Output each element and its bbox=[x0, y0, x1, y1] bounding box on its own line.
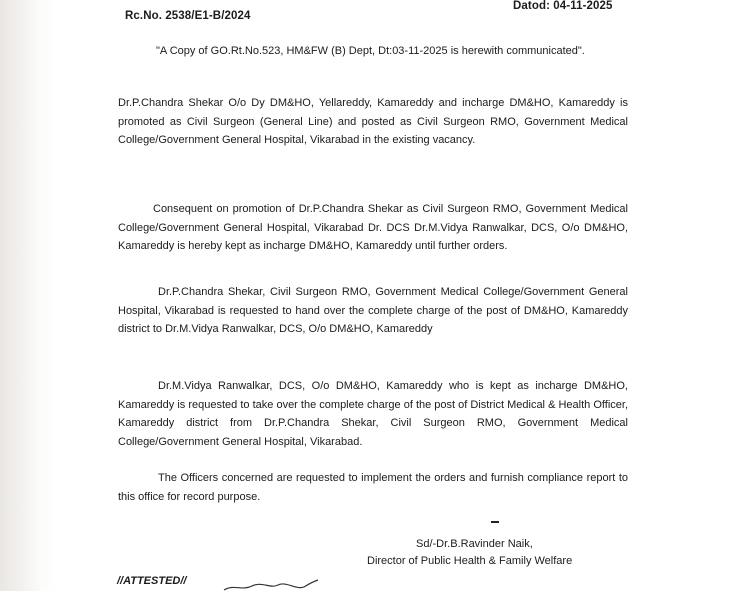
handwritten-signature-icon bbox=[220, 578, 330, 592]
signatory-name: Sd/-Dr.B.Ravinder Naik, bbox=[416, 538, 533, 550]
signatory-title: Director of Public Health & Family Welfare bbox=[367, 555, 573, 567]
paragraph-takeover: Dr.M.Vidya Ranwalkar, DCS, O/o DM&HO, Kamareddy who is kept as incharge DM&HO, Kamareddy is requested to take over the complete charge of the post of District Medical & Health Officer, Kamareddy district from Dr.P.Chandra Shekar, Civil Surgeon RMO, Government Medical College/Government General Hospital, Vikarabad. bbox=[118, 380, 628, 448]
paragraph-handover: Dr.P.Chandra Shekar, Civil Surgeon RMO, Government Medical College/Government General Hospital, Vikarabad is requested to hand over the complete charge of the post of DM&HO, Kamareddy district to Dr.M.Vidya Ranwalkar, DCS, O/o DM&HO, Kamareddy bbox=[118, 286, 628, 335]
paragraph-go-copy: "A Copy of GO.Rt.No.523, HM&FW (B) Dept, Dt:03-11-2025 is herewith communicated". bbox=[156, 45, 585, 57]
reference-number: Rc.No. 2538/E1-B/2024 bbox=[125, 10, 251, 22]
document-date: Datod: 04-11-2025 bbox=[513, 0, 613, 12]
signature-mark bbox=[491, 521, 499, 523]
attested-label: //ATTESTED// bbox=[117, 575, 187, 587]
paragraph-promotion: Dr.P.Chandra Shekar O/o Dy DM&HO, Yellareddy, Kamareddy and incharge DM&HO, Kamareddy is promoted as Civil Surgeon (General Line) and posted as Civil Surgeon RMO, Government Medical College/Government General Hospital, Vikarabad in the existing vacancy. bbox=[118, 97, 628, 146]
paragraph-compliance: The Officers concerned are requested to implement the orders and furnish compliance report to this office for record purpose. bbox=[118, 472, 628, 503]
page-shadow bbox=[0, 0, 40, 591]
paragraph-incharge: Consequent on promotion of Dr.P.Chandra Shekar as Civil Surgeon RMO, Government Medical College/Government General Hospital, Vikarabad Dr. DCS Dr.M.Vidya Ranwalkar, DCS, O/o DM&HO, Kamareddy is hereby kept as incharge DM&HO, Kamareddy until further orders. bbox=[118, 203, 628, 252]
